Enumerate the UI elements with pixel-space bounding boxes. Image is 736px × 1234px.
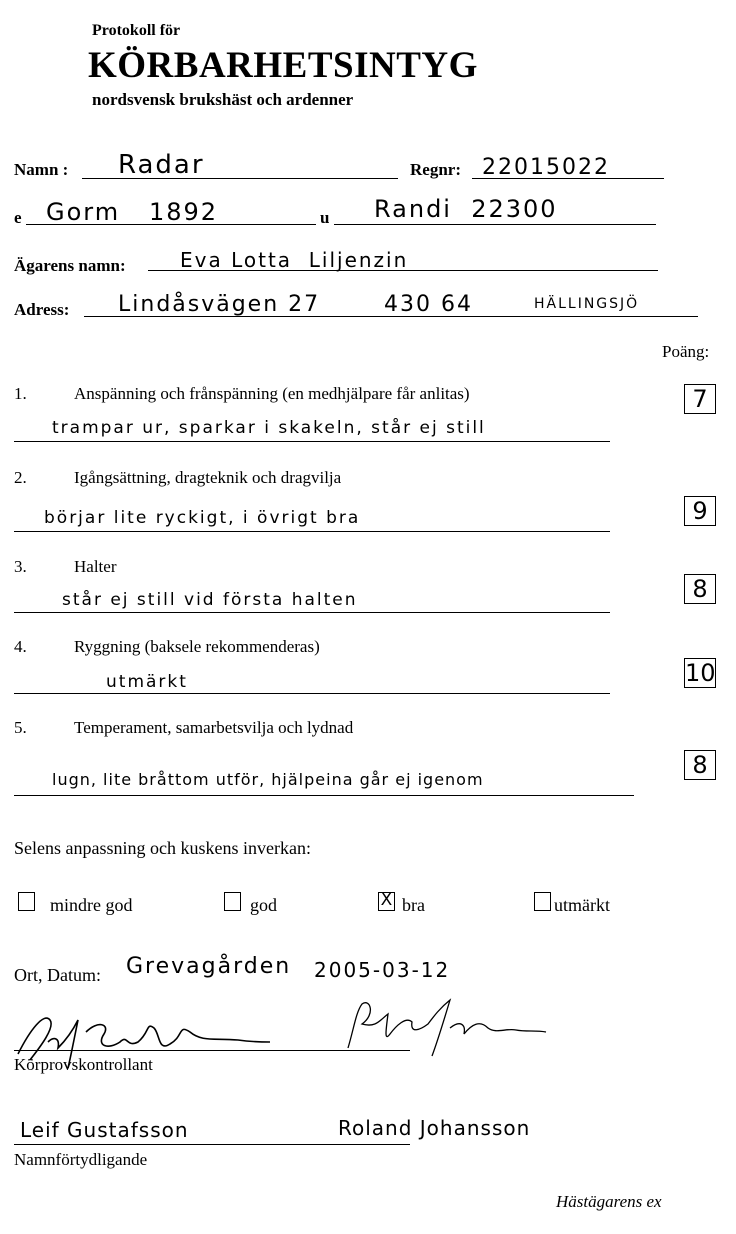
ort-date: 2005-03-12 xyxy=(314,958,451,982)
item-title: Ryggning (baksele rekommenderas) xyxy=(74,637,320,656)
agare-label: Ägarens namn: xyxy=(14,256,126,275)
item-title: Halter xyxy=(74,557,117,576)
signature-line xyxy=(14,1050,410,1051)
namn-value: Radar xyxy=(118,150,205,180)
signature-2 xyxy=(340,994,560,1064)
u-value: Randi 22300 xyxy=(374,195,558,223)
points-header: Poäng: xyxy=(662,342,710,361)
score-box: 10 xyxy=(685,659,716,687)
e-label: e xyxy=(14,208,22,227)
clarification-name-2: Roland Johansson xyxy=(338,1116,531,1140)
checkbox-label: bra xyxy=(402,895,425,915)
check-mark: X xyxy=(380,890,393,910)
u-label: u xyxy=(320,208,330,227)
item-title: Temperament, samarbetsvilja och lydnad xyxy=(74,718,354,737)
namn-label: Namn : xyxy=(14,160,69,179)
clarification-label: Namnförtydligande xyxy=(14,1150,148,1169)
adress-value-city: HÄLLINGSJÖ xyxy=(534,296,640,312)
checkbox-god[interactable] xyxy=(224,892,241,911)
page-subtitle: nordsvensk brukshäst och ardenner xyxy=(92,90,354,109)
item-number: 2. xyxy=(14,468,27,487)
comment-line xyxy=(14,531,610,532)
selen-label: Selens anpassning och kuskens inverkan: xyxy=(14,838,311,858)
checkbox-bra[interactable] xyxy=(378,892,395,911)
checkbox-label: god xyxy=(250,895,277,915)
checkbox-label: mindre god xyxy=(50,895,133,915)
score-box: 8 xyxy=(684,574,716,604)
comment-line xyxy=(14,795,634,796)
regnr-label: Regnr: xyxy=(410,160,461,179)
e-value: Gorm 1892 xyxy=(46,198,219,226)
checkbox-mindre-god[interactable] xyxy=(18,892,35,911)
item-comment: utmärkt xyxy=(106,672,188,692)
adress-value-postcode: 430 64 xyxy=(384,292,473,317)
footer-note: Hästägarens ex xyxy=(556,1192,662,1211)
clarification-line xyxy=(14,1144,410,1145)
checkbox-utmarkt[interactable] xyxy=(534,892,551,911)
adress-label: Adress: xyxy=(14,300,70,319)
adress-value-street: Lindåsvägen 27 xyxy=(118,292,321,317)
item-number: 4. xyxy=(14,637,27,656)
u-line xyxy=(334,224,656,225)
score-box: 7 xyxy=(684,384,716,414)
item-title: Igångsättning, dragteknik och dragvilja xyxy=(74,468,342,487)
checkbox-label: utmärkt xyxy=(554,895,610,915)
item-number: 5. xyxy=(14,718,27,737)
item-comment: trampar ur, sparkar i skakeln, står ej still xyxy=(52,418,486,438)
comment-line xyxy=(14,612,610,613)
comment-line xyxy=(14,693,610,694)
page-title: KÖRBARHETSINTYG xyxy=(88,45,478,86)
item-number: 3. xyxy=(14,557,27,576)
item-title: Anspänning och frånspänning (en medhjälpare får anlitas) xyxy=(74,384,470,403)
item-comment: står ej still vid första halten xyxy=(62,590,358,610)
score-box: 9 xyxy=(684,496,716,526)
controller-label: Körprovskontrollant xyxy=(14,1055,153,1074)
item-comment: lugn, lite bråttom utför, hjälpeina går ej igenom xyxy=(52,770,484,789)
ort-place: Grevagården xyxy=(126,954,292,979)
clarification-name-1: Leif Gustafsson xyxy=(20,1118,189,1142)
ort-label: Ort, Datum: xyxy=(14,965,101,985)
header-kicker: Protokoll för xyxy=(92,22,181,39)
comment-line xyxy=(14,441,610,442)
item-number: 1. xyxy=(14,384,27,403)
score-box: 8 xyxy=(684,750,716,780)
regnr-value: 22015022 xyxy=(482,155,610,180)
item-comment: börjar lite ryckigt, i övrigt bra xyxy=(44,508,361,528)
agare-value: Eva Lotta Liljenzin xyxy=(180,248,409,272)
